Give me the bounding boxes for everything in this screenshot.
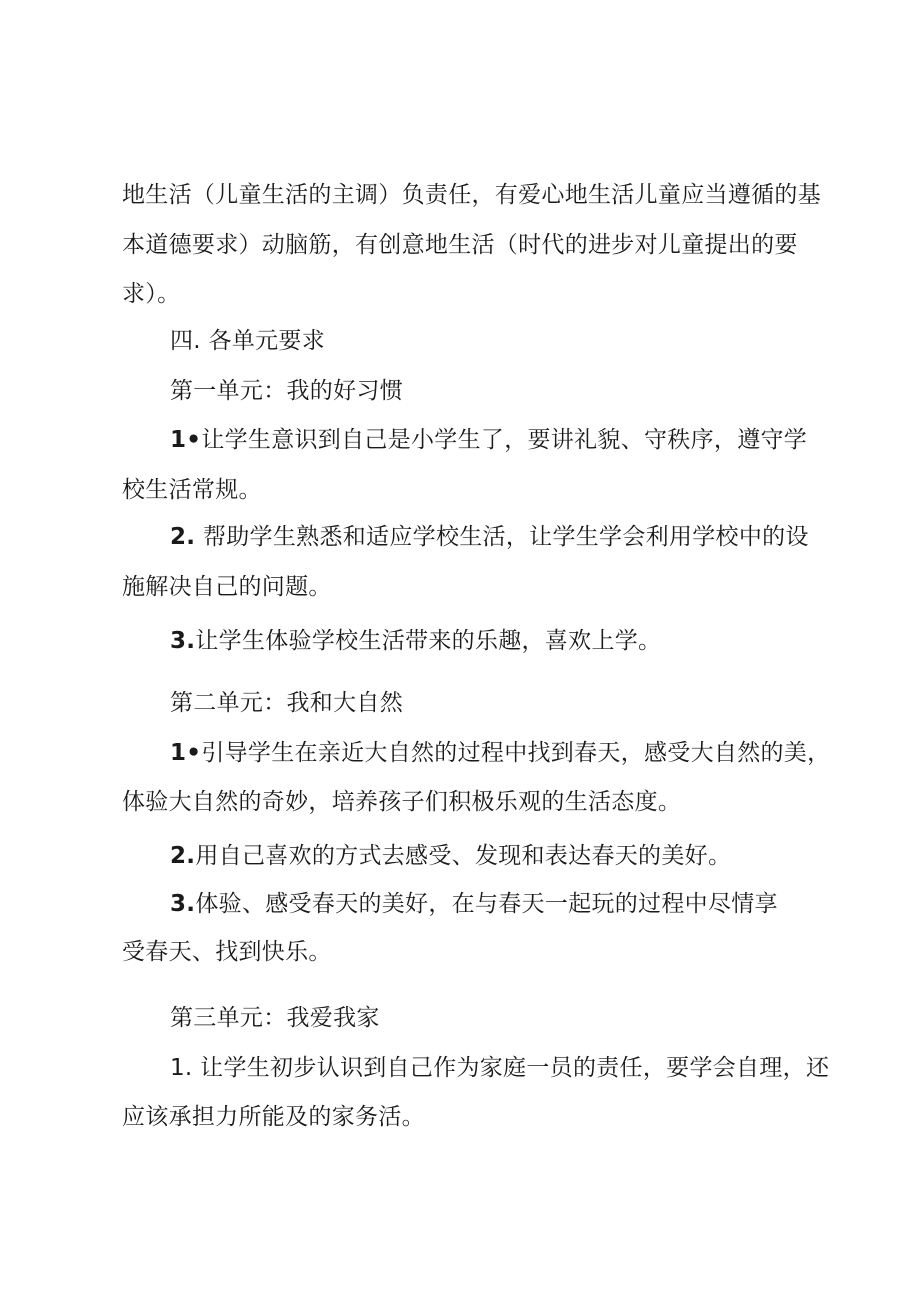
text-line: 施解决自己的问题。: [122, 574, 332, 600]
list-item: [170, 626, 661, 656]
list-item-number: 3.: [170, 891, 196, 917]
text-line: 求）。: [122, 281, 181, 307]
list-item-text: 用自己喜欢的方式去感受、发现和表达春天的美好。: [195, 843, 732, 869]
list-item-number: 1•: [170, 740, 202, 766]
text-line: 应该承担力所能及的家务活。: [122, 1104, 425, 1130]
text-line: 体验大自然的奇妙，培养孩子们积极乐观的生活态度。: [122, 789, 682, 815]
list-item-number: 3.: [170, 628, 196, 654]
list-item-number: 1•: [170, 427, 202, 453]
list-item-number: 2.: [170, 524, 196, 550]
unit-title: 第一单元：我的好习惯: [170, 378, 403, 404]
list-item: [170, 889, 778, 919]
list-item: [170, 425, 807, 455]
section-heading: 四. 各单元要求: [170, 328, 326, 354]
text-line: 本道德要求）动脑筋，有创意地生活（时代的进步对儿童提出的要: [122, 232, 798, 258]
text-line: 校生活常规。: [122, 477, 262, 503]
list-item-text: 引导学生在亲近大自然的过程中找到春天，感受大自然的美，: [201, 740, 831, 766]
list-item: [170, 841, 731, 871]
list-item-text: 让学生体验学校生活带来的乐趣，喜欢上学。: [195, 628, 662, 654]
unit-title: 第二单元：我和大自然: [170, 690, 403, 716]
list-item: [170, 738, 830, 768]
text-line: 受春天、找到快乐。: [122, 939, 332, 965]
list-item: [170, 522, 809, 552]
list-item-text: 体验、感受春天的美好，在与春天一起玩的过程中尽情享: [195, 891, 778, 917]
list-item-number: 2.: [170, 843, 196, 869]
list-item: 1. 让学生初步认识到自己作为家庭一员的责任，要学会自理，还: [170, 1055, 830, 1081]
text-line: 地生活（儿童生活的主调）负责任，有爱心地生活儿童应当遵循的基: [122, 182, 821, 208]
list-item-text: 让学生意识到自己是小学生了，要讲礼貌、守秩序，遵守学: [201, 427, 808, 453]
list-item-text: 帮助学生熟悉和适应学校生活，让学生学会利用学校中的设: [195, 524, 809, 550]
unit-title: 第三单元：我爱我家: [170, 1005, 380, 1031]
